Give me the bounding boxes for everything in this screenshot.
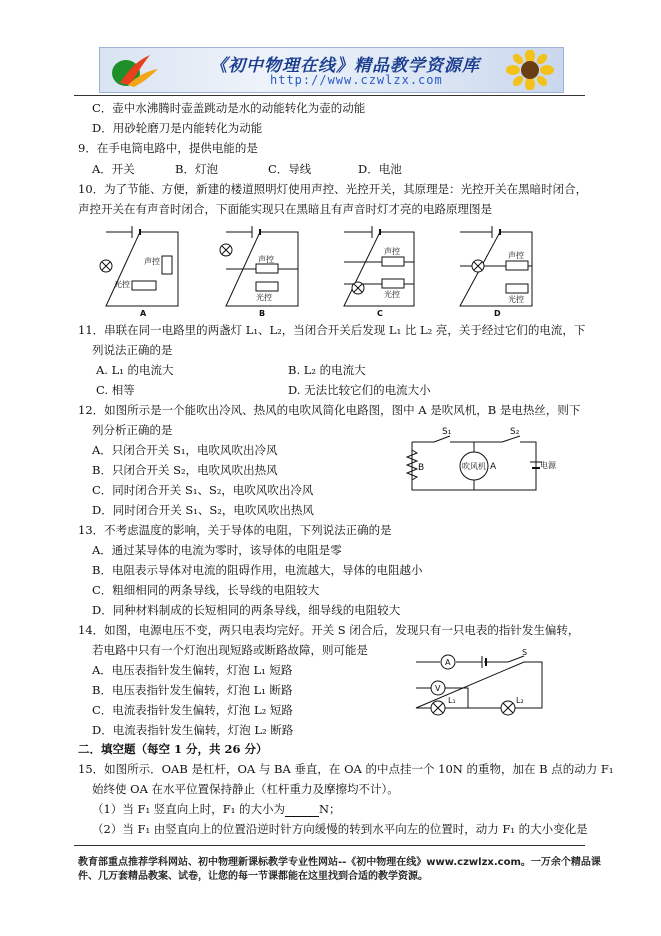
- fig-b-sound-label: 声控: [258, 255, 274, 264]
- q14-ammeter-label: A: [445, 658, 451, 667]
- q14-l1-label: L₁: [448, 696, 456, 705]
- question-11-line2: 列说法正确的是: [92, 343, 173, 357]
- fig-a-light-label: 光控: [114, 280, 130, 289]
- fig-label-c: C: [377, 309, 383, 318]
- question-15-part1: [92, 801, 341, 817]
- q13-option-b: B．电阻表示导体对电流的阻碍作用，电流越大，导体的电阻越小: [92, 563, 423, 577]
- fig-b-light-label: 光控: [256, 293, 272, 302]
- q12-option-b: B．只闭合开关 S₂，电吹风吹出热风: [92, 463, 278, 477]
- fig-label-d: D: [494, 309, 501, 318]
- footer-line2: 件、几万套精品教案、试卷，让您的每一节课都能在这里找到合适的教学资源。: [78, 871, 428, 882]
- q9-option-c: C．导线: [268, 162, 312, 176]
- q9-option-b: B．灯泡: [175, 162, 218, 176]
- q11-option-d: D. 无法比较它们的电流大小: [288, 383, 431, 397]
- question-9: 9．在手电筒电路中，提供电能的是: [78, 141, 258, 155]
- fig-c-sound-label: 声控: [384, 247, 400, 256]
- q11-option-b: B. L₂ 的电流大: [288, 363, 366, 377]
- question-15-line2: 始终使 OA 在水平位置保持静止（杠杆重力及摩擦均不计）。: [92, 782, 399, 796]
- fig-c-light-label: 光控: [384, 290, 400, 299]
- q12-s1-label: S₁: [442, 427, 452, 437]
- q11-option-c: C. 相等: [96, 383, 135, 397]
- q14-option-c: C．电流表指针发生偏转，灯泡 L₂ 短路: [92, 703, 293, 717]
- question-14-line1: 14．如图，电源电压不变，两只电表均完好。开关 S 闭合后，发现只有一只电表的指针发生偏转，: [78, 623, 580, 637]
- question-10-line2: 声控开关在有声音时闭合，下面能实现只在黑暗且有声音时灯才亮的电路原理图是: [78, 202, 492, 216]
- q12-power-label: 电源: [540, 461, 556, 470]
- question-10-line1: 10．为了节能、方便，新建的楼道照明灯使用声控、光控开关，其原理是：光控开关在黑暗时闭合，: [78, 182, 588, 196]
- q12-s2-label: S₂: [510, 427, 520, 437]
- fig-label-b: B: [259, 309, 266, 318]
- q9-option-d: D．电池: [358, 162, 402, 176]
- q11-option-a: A. L₁ 的电流大: [96, 363, 174, 377]
- option-8d: D．用砂轮磨刀是内能转化为动能: [92, 121, 263, 135]
- q13-option-d: D．同种材料制成的长短相同的两条导线，细导线的电阻较大: [92, 603, 401, 617]
- footer-rule: [74, 845, 585, 846]
- site-logo-icon: [106, 51, 162, 89]
- fig-a-sound-label: 声控: [144, 257, 160, 266]
- q14-option-a: A．电压表指针发生偏转，灯泡 L₁ 短路: [92, 663, 293, 677]
- question-15-line1: 15．如图所示．OAB 是杠杆，OA 与 BA 垂直，在 OA 的中点挂一个 10N 的重物，加在 B 点的动力 F₁: [78, 762, 614, 776]
- q14-switch-label: S: [522, 648, 528, 657]
- footer-line1: 教育部重点推荐学科网站、初中物理新课标教学专业性网站--《初中物理在线》www.czwlzx.com。一万余个精品课: [78, 857, 601, 868]
- q13-option-a: A．通过某导体的电流为零时，该导体的电阻是零: [92, 543, 342, 557]
- q10-circuit-figures: [96, 224, 596, 316]
- fig-d-light-label: 光控: [508, 295, 524, 304]
- option-8c: C．壶中水沸腾时壶盖跳动是水的动能转化为壶的动能: [92, 101, 366, 115]
- q15-part1-unit: N；: [318, 802, 341, 816]
- header-banner: [99, 47, 564, 93]
- question-12-line2: 列分析正确的是: [92, 423, 173, 437]
- q15-answer-blank[interactable]: [285, 804, 319, 817]
- banner-title: 《初中物理在线》精品教学资源库: [210, 56, 480, 76]
- question-11-line1: 11．串联在同一电路里的两盏灯 L₁、L₂，当闭合开关后发现 L₁ 比 L₂ 亮，关于经过它们的电流，下: [78, 323, 586, 337]
- q13-option-c: C．粗细相同的两条导线，长导线的电阻较大: [92, 583, 320, 597]
- q14-l2-label: L₂: [516, 696, 524, 705]
- fig-d-sound-label: 声控: [508, 251, 524, 260]
- header-rule: [74, 95, 585, 96]
- sunflower-icon: [501, 50, 559, 90]
- question-14-line2: 若电路中只有一个灯泡出现短路或断路故障，则可能是: [92, 643, 368, 657]
- q9-option-a: A．开关: [92, 162, 135, 176]
- q12-a-label: A: [490, 462, 497, 472]
- q14-option-b: B．电压表指针发生偏转，灯泡 L₁ 断路: [92, 683, 293, 697]
- q14-option-d: D．电流表指针发生偏转，灯泡 L₂ 断路: [92, 723, 294, 737]
- q12-fan-label: 吹风机: [462, 462, 486, 471]
- q12-option-c: C．同时闭合开关 S₁、S₂，电吹风吹出冷风: [92, 483, 314, 497]
- question-12-line1: 12．如图所示是一个能吹出冷风、热风的电吹风简化电路图，图中 A 是吹风机，B 是电热丝，则下: [78, 403, 581, 417]
- q14-circuit-figure: [408, 650, 548, 718]
- q15-part1-text: （1）当 F₁ 竖直向上时，F₁ 的大小为: [92, 802, 285, 816]
- q12-b-label: B: [418, 463, 425, 473]
- banner-url[interactable]: http://www.czwlzx.com: [270, 73, 443, 87]
- q12-circuit-figure: [404, 428, 564, 498]
- question-13: 13．不考虑温度的影响，关于导体的电阻，下列说法正确的是: [78, 523, 392, 537]
- fig-label-a: A: [140, 309, 147, 318]
- q12-option-a: A．只闭合开关 S₁，电吹风吹出冷风: [92, 443, 278, 457]
- section-2-heading: 二．填空题（每空 1 分，共 26 分）: [78, 742, 268, 756]
- question-15-part2: （2）当 F₁ 由竖直向上的位置沿逆时针方向缓慢的转到水平向左的位置时，动力 F₁ 的大小变化是: [92, 822, 588, 836]
- q14-voltmeter-label: V: [435, 684, 441, 693]
- q12-option-d: D．同时闭合开关 S₁、S₂，电吹风吹出热风: [92, 503, 314, 517]
